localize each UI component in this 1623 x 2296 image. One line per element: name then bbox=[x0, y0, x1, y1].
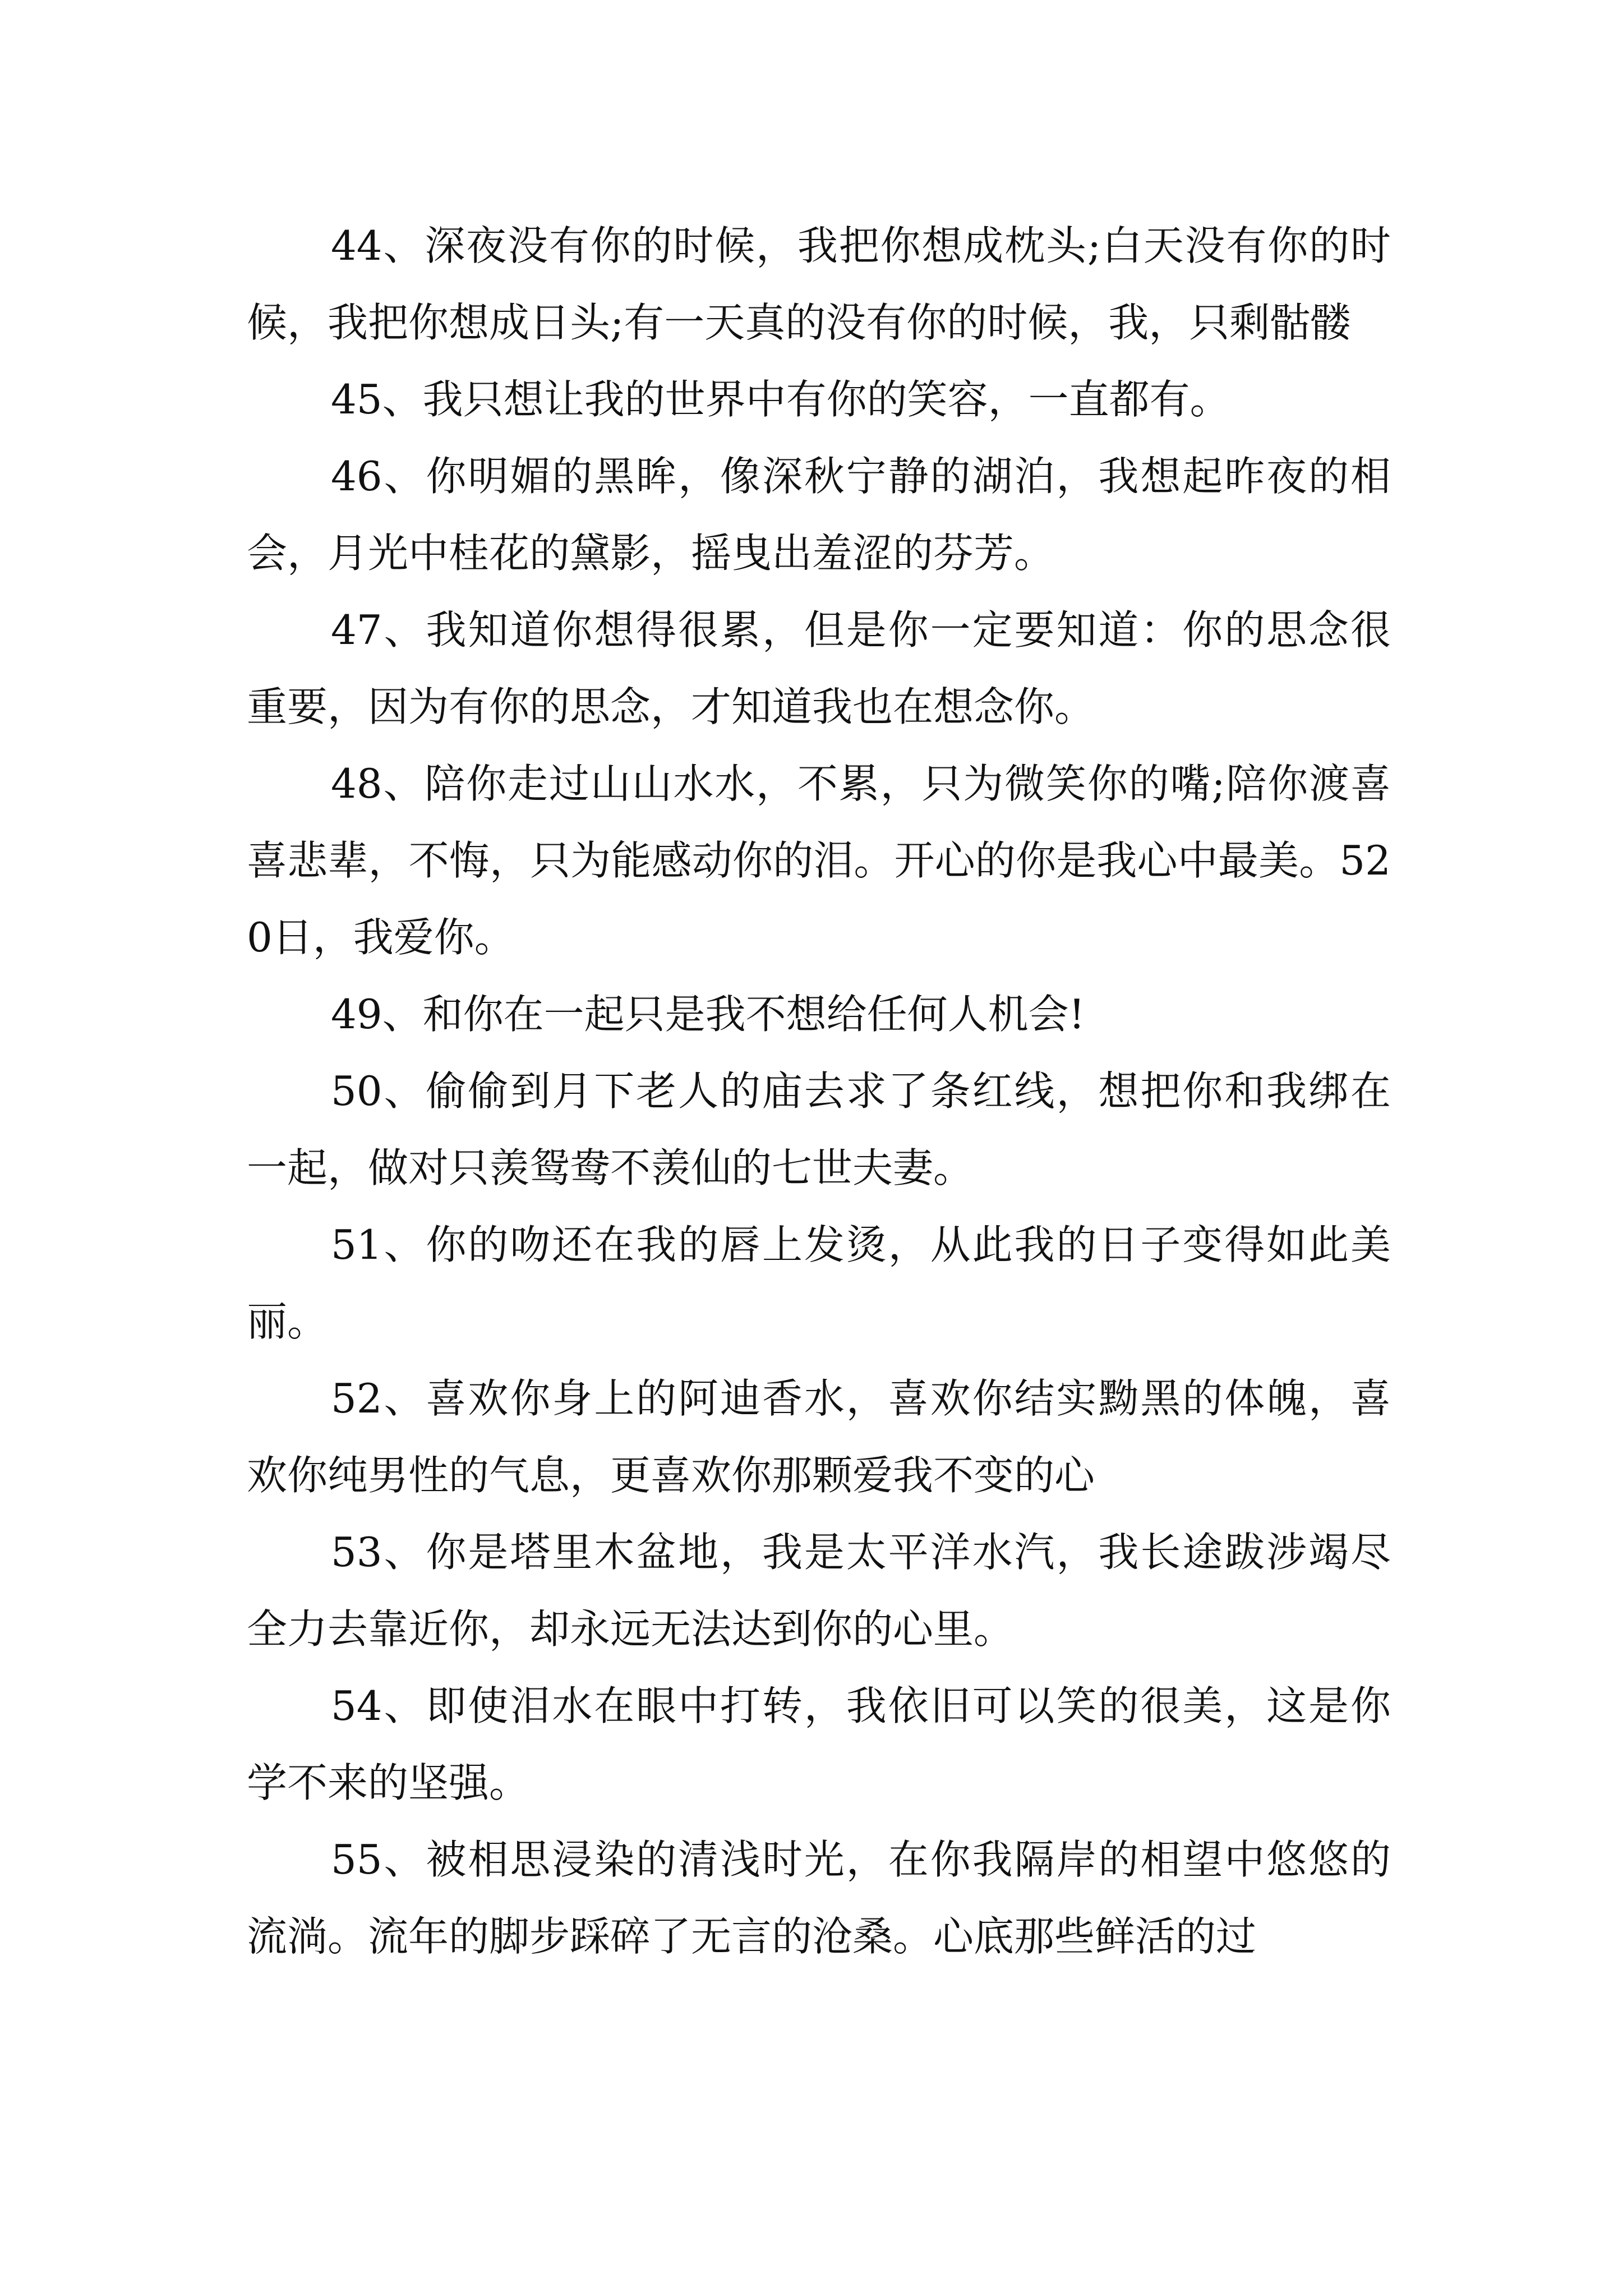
paragraph-51: 51、你的吻还在我的唇上发烫，从此我的日子变得如此美丽。 bbox=[247, 1221, 1391, 1345]
paragraph-50: 50、偷偷到月下老人的庙去求了条红线，想把你和我绑在一起，做对只羡鸳鸯不羡仙的七世夫妻。 bbox=[247, 1068, 1391, 1191]
paragraph-55: 55、被相思浸染的清浅时光，在你我隔岸的相望中悠悠的流淌。流年的脚步踩碎了无言的沧桑。心底那些鲜活的过 bbox=[247, 1836, 1391, 1960]
paragraph-52: 52、喜欢你身上的阿迪香水，喜欢你结实黝黑的体魄，喜欢你纯男性的气息，更喜欢你那颗爱我不变的心 bbox=[247, 1375, 1391, 1499]
paragraph-49: 49、和你在一起只是我不想给任何人机会! bbox=[331, 991, 1085, 1038]
document-body bbox=[247, 208, 1391, 1975]
paragraph-44: 44、深夜没有你的时候，我把你想成枕头;白天没有你的时候，我把你想成日头;有一天真的没有你的时候，我，只剩骷髅 bbox=[247, 222, 1391, 346]
paragraph-54: 54、即使泪水在眼中打转，我依旧可以笑的很美，这是你学不来的坚强。 bbox=[247, 1682, 1391, 1806]
paragraph-47: 47、我知道你想得很累，但是你一定要知道：你的思念很重要，因为有你的思念，才知道我也在想念你。 bbox=[247, 606, 1391, 730]
paragraph-48: 48、陪你走过山山水水，不累，只为微笑你的嘴;陪你渡喜喜悲辈，不悔，只为能感动你的泪。开心的你是我心中最美。520日，我爱你。 bbox=[247, 760, 1391, 961]
paragraph-46: 46、你明媚的黑眸，像深秋宁静的湖泊，我想起昨夜的相会，月光中桂花的黛影，摇曳出羞涩的芬芳。 bbox=[247, 453, 1391, 577]
paragraph-53: 53、你是塔里木盆地，我是太平洋水汽，我长途跋涉竭尽全力去靠近你，却永远无法达到你的心里。 bbox=[247, 1529, 1391, 1653]
paragraph-45: 45、我只想让我的世界中有你的笑容，一直都有。 bbox=[331, 376, 1230, 423]
